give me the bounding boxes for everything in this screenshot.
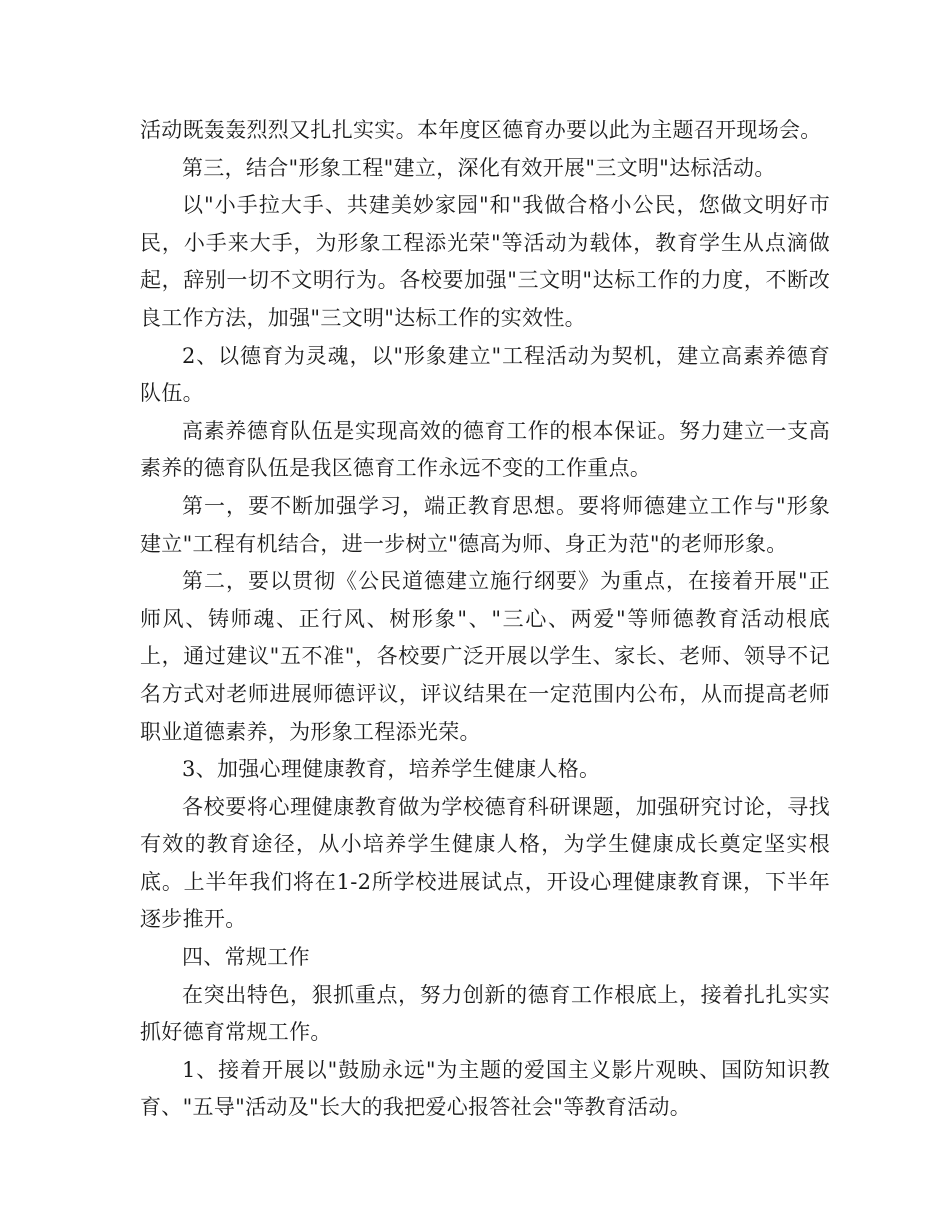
paragraph-4: 2、以德育为灵魂，以"形象建立"工程活动为契机，建立高素养德育队伍。 xyxy=(140,343,830,406)
paragraph-6: 第一，要不断加强学习，端正教育思想。要将师德建立工作与"形象建立"工程有机结合，进一步树立"德高为师、身正为范"的老师形象。 xyxy=(140,493,830,556)
paragraph-7: 第二，要以贯彻《公民道德建立施行纲要》为重点，在接着开展"正师风、铸师魂、正行风、树形象"、"三心、两爱"等师德教育活动根底上，通过建议"五不准"，各校要广泛开展以学生、家长、老师、领导不记名方式对老师进展师德评议，评议结果在一定范围内公布，从而提高老师职业道德素养，为形象工程添光荣。 xyxy=(140,569,830,744)
paragraph-12: 1、接着开展以"鼓励永远"为主题的爱国主义影片观映、国防知识教育、"五导"活动及"长大的我把爱心报答社会"等教育活动。 xyxy=(140,1057,830,1120)
paragraph-11: 在突出特色，狠抓重点，努力创新的德育工作根底上，接着扎扎实实抓好德育常规工作。 xyxy=(140,982,830,1045)
section-heading: 四、常规工作 xyxy=(182,945,310,970)
paragraph-9: 各校要将心理健康教育做为学校德育科研课题，加强研究讨论，寻找有效的教育途径，从小培养学生健康人格，为学生健康成长奠定坚实根底。上半年我们将在1-2所学校进展试点，开设心理健康教育课，下半年逐步推开。 xyxy=(140,794,830,932)
paragraph-5: 高素养德育队伍是实现高效的德育工作的根本保证。努力建立一支高素养的德育队伍是我区德育工作永远不变的工作重点。 xyxy=(140,418,830,481)
paragraph-1: 活动既轰轰烈烈又扎扎实实。本年度区德育办要以此为主题召开现场会。 xyxy=(140,118,822,142)
paragraph-2: 第三，结合"形象工程"建立，深化有效开展"三文明"达标活动。 xyxy=(182,155,776,180)
paragraph-3: 以"小手拉大手、共建美妙家园"和"我做合格小公民，您做文明好市民，小手来大手，为形象工程添光荣"等活动为载体，教育学生从点滴做起，辞别一切不文明行为。各校要加强"三文明"达标工作的力度，不断改良工作方法，加强"三文明"达标工作的实效性。 xyxy=(140,193,830,330)
paragraph-8: 3、加强心理健康教育，培养学生健康人格。 xyxy=(182,757,601,782)
document-body xyxy=(140,112,830,1127)
